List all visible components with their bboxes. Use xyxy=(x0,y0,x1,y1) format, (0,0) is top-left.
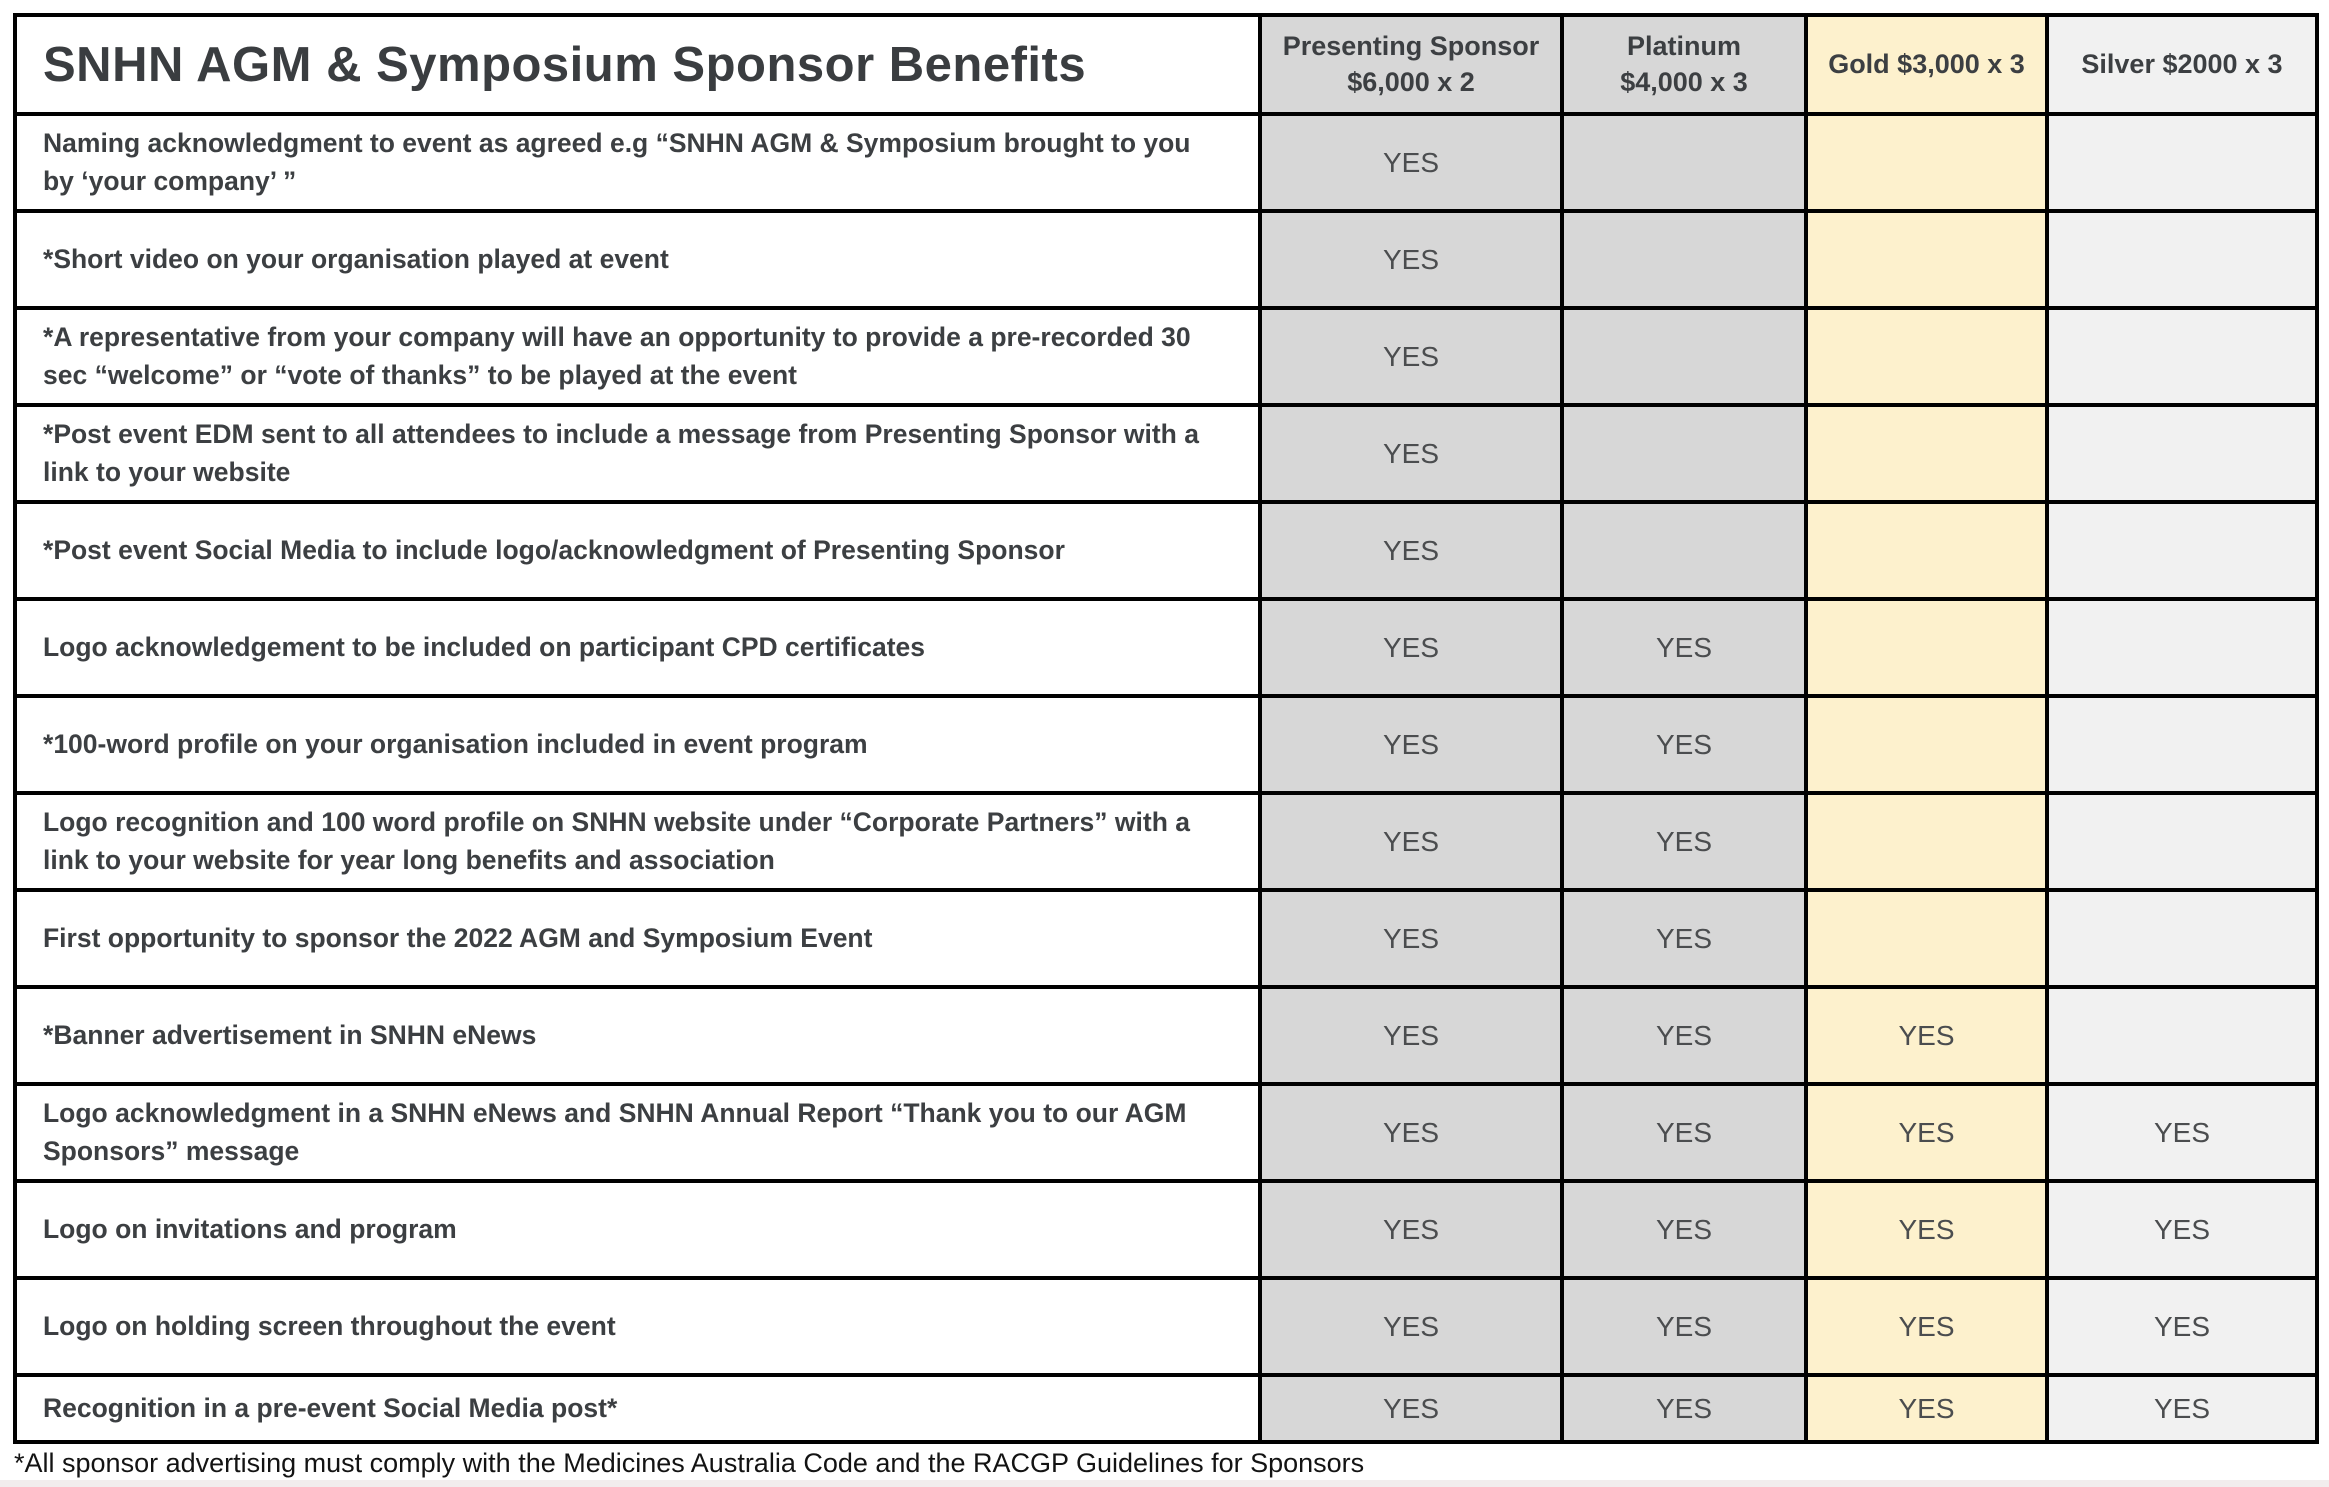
benefit-description: Logo recognition and 100 word profile on SNHN website under “Corporate Partners” with a link to your website for year long benefits and association xyxy=(15,793,1260,890)
value-cell-platinum-yes: YES xyxy=(1562,987,1806,1084)
value-cell-silver-empty xyxy=(2047,987,2317,1084)
page-title: SNHN AGM & Symposium Sponsor Benefits xyxy=(15,15,1260,114)
value-cell-gold-yes: YES xyxy=(1806,987,2047,1084)
value-cell-presenting-yes: YES xyxy=(1260,793,1562,890)
benefit-description: *A representative from your company will have an opportunity to provide a pre-recorded 30 sec “welcome” or “vote of thanks” to be played at the event xyxy=(15,308,1260,405)
value-cell-platinum-yes: YES xyxy=(1562,1084,1806,1181)
benefit-row xyxy=(15,987,2317,1084)
value-cell-platinum-empty xyxy=(1562,405,1806,502)
benefit-row xyxy=(15,1181,2317,1278)
value-cell-presenting-yes: YES xyxy=(1260,1181,1562,1278)
value-cell-gold-empty xyxy=(1806,599,2047,696)
value-cell-platinum-empty xyxy=(1562,114,1806,211)
value-cell-silver-empty xyxy=(2047,114,2317,211)
benefit-description: *100-word profile on your organisation included in event program xyxy=(15,696,1260,793)
benefit-description: Naming acknowledgment to event as agreed e.g “SNHN AGM & Symposium brought to you by ‘your company’ ” xyxy=(15,114,1260,211)
benefit-description: Logo on invitations and program xyxy=(15,1181,1260,1278)
benefit-row xyxy=(15,114,2317,211)
benefit-row xyxy=(15,1084,2317,1181)
value-cell-gold-empty xyxy=(1806,502,2047,599)
value-cell-gold-empty xyxy=(1806,405,2047,502)
value-cell-presenting-yes: YES xyxy=(1260,1278,1562,1375)
benefit-row xyxy=(15,1278,2317,1375)
value-cell-platinum-yes: YES xyxy=(1562,1181,1806,1278)
value-cell-gold-yes: YES xyxy=(1806,1084,2047,1181)
value-cell-silver-yes: YES xyxy=(2047,1375,2317,1442)
benefit-row xyxy=(15,211,2317,308)
value-cell-presenting-yes: YES xyxy=(1260,696,1562,793)
value-cell-presenting-yes: YES xyxy=(1260,1375,1562,1442)
benefit-description: *Post event Social Media to include logo/acknowledgment of Presenting Sponsor xyxy=(15,502,1260,599)
value-cell-silver-empty xyxy=(2047,599,2317,696)
benefit-description: Logo acknowledgement to be included on participant CPD certificates xyxy=(15,599,1260,696)
footnote: *All sponsor advertising must comply with the Medicines Australia Code and the RACGP Guidelines for Sponsors xyxy=(14,1448,1365,1478)
column-header-line: $4,000 x 3 xyxy=(1620,66,1748,97)
value-cell-presenting-yes: YES xyxy=(1260,405,1562,502)
value-cell-presenting-yes: YES xyxy=(1260,308,1562,405)
value-cell-presenting-yes: YES xyxy=(1260,1084,1562,1181)
benefit-description: Logo on holding screen throughout the event xyxy=(15,1278,1260,1375)
column-header-gold xyxy=(1806,15,2047,114)
column-header-line: Presenting Sponsor xyxy=(1282,31,1540,62)
value-cell-platinum-empty xyxy=(1562,308,1806,405)
benefit-description: *Banner advertisement in SNHN eNews xyxy=(15,987,1260,1084)
value-cell-gold-yes: YES xyxy=(1806,1278,2047,1375)
benefit-description: *Post event EDM sent to all attendees to include a message from Presenting Sponsor with a link to your website xyxy=(15,405,1260,502)
value-cell-platinum-yes: YES xyxy=(1562,793,1806,890)
value-cell-silver-empty xyxy=(2047,793,2317,890)
value-cell-gold-empty xyxy=(1806,114,2047,211)
value-cell-gold-empty xyxy=(1806,308,2047,405)
column-header-presenting xyxy=(1260,15,1562,114)
benefit-description: *Short video on your organisation played at event xyxy=(15,211,1260,308)
value-cell-silver-empty xyxy=(2047,211,2317,308)
value-cell-silver-yes: YES xyxy=(2047,1084,2317,1181)
benefit-description: Recognition in a pre-event Social Media post* xyxy=(15,1375,1260,1442)
benefit-row xyxy=(15,696,2317,793)
value-cell-silver-yes: YES xyxy=(2047,1278,2317,1375)
value-cell-gold-empty xyxy=(1806,793,2047,890)
value-cell-presenting-yes: YES xyxy=(1260,211,1562,308)
value-cell-platinum-yes: YES xyxy=(1562,599,1806,696)
value-cell-presenting-yes: YES xyxy=(1260,890,1562,987)
value-cell-silver-empty xyxy=(2047,308,2317,405)
value-cell-presenting-yes: YES xyxy=(1260,114,1562,211)
value-cell-platinum-yes: YES xyxy=(1562,890,1806,987)
value-cell-platinum-empty xyxy=(1562,211,1806,308)
value-cell-gold-empty xyxy=(1806,696,2047,793)
value-cell-platinum-yes: YES xyxy=(1562,1278,1806,1375)
column-header-silver xyxy=(2047,15,2317,114)
value-cell-silver-empty xyxy=(2047,405,2317,502)
column-header-line: Gold $3,000 x 3 xyxy=(1828,48,2025,79)
table-body xyxy=(15,114,2317,1442)
value-cell-gold-empty xyxy=(1806,890,2047,987)
benefit-row xyxy=(15,890,2317,987)
benefit-description: Logo acknowledgment in a SNHN eNews and SNHN Annual Report “Thank you to our AGM Sponsors” message xyxy=(15,1084,1260,1181)
value-cell-gold-yes: YES xyxy=(1806,1181,2047,1278)
value-cell-platinum-empty xyxy=(1562,502,1806,599)
column-header-line: Silver $2000 x 3 xyxy=(2081,48,2283,79)
column-header-line: $6,000 x 2 xyxy=(1347,66,1475,97)
value-cell-gold-empty xyxy=(1806,211,2047,308)
benefit-description: First opportunity to sponsor the 2022 AGM and Symposium Event xyxy=(15,890,1260,987)
benefit-row xyxy=(15,1375,2317,1442)
value-cell-presenting-yes: YES xyxy=(1260,987,1562,1084)
header-row xyxy=(15,15,2317,114)
benefit-row xyxy=(15,599,2317,696)
value-cell-silver-empty xyxy=(2047,502,2317,599)
benefit-row xyxy=(15,308,2317,405)
sponsor-benefits-table xyxy=(13,13,2319,1444)
page-bottom-edge xyxy=(0,1480,2329,1487)
value-cell-presenting-yes: YES xyxy=(1260,599,1562,696)
column-header-line: Platinum xyxy=(1626,31,1741,62)
benefit-row xyxy=(15,793,2317,890)
value-cell-platinum-yes: YES xyxy=(1562,1375,1806,1442)
value-cell-gold-yes: YES xyxy=(1806,1375,2047,1442)
benefit-row xyxy=(15,502,2317,599)
value-cell-presenting-yes: YES xyxy=(1260,502,1562,599)
value-cell-silver-empty xyxy=(2047,890,2317,987)
column-header-platinum xyxy=(1562,15,1806,114)
value-cell-silver-empty xyxy=(2047,696,2317,793)
value-cell-platinum-yes: YES xyxy=(1562,696,1806,793)
value-cell-silver-yes: YES xyxy=(2047,1181,2317,1278)
benefit-row xyxy=(15,405,2317,502)
